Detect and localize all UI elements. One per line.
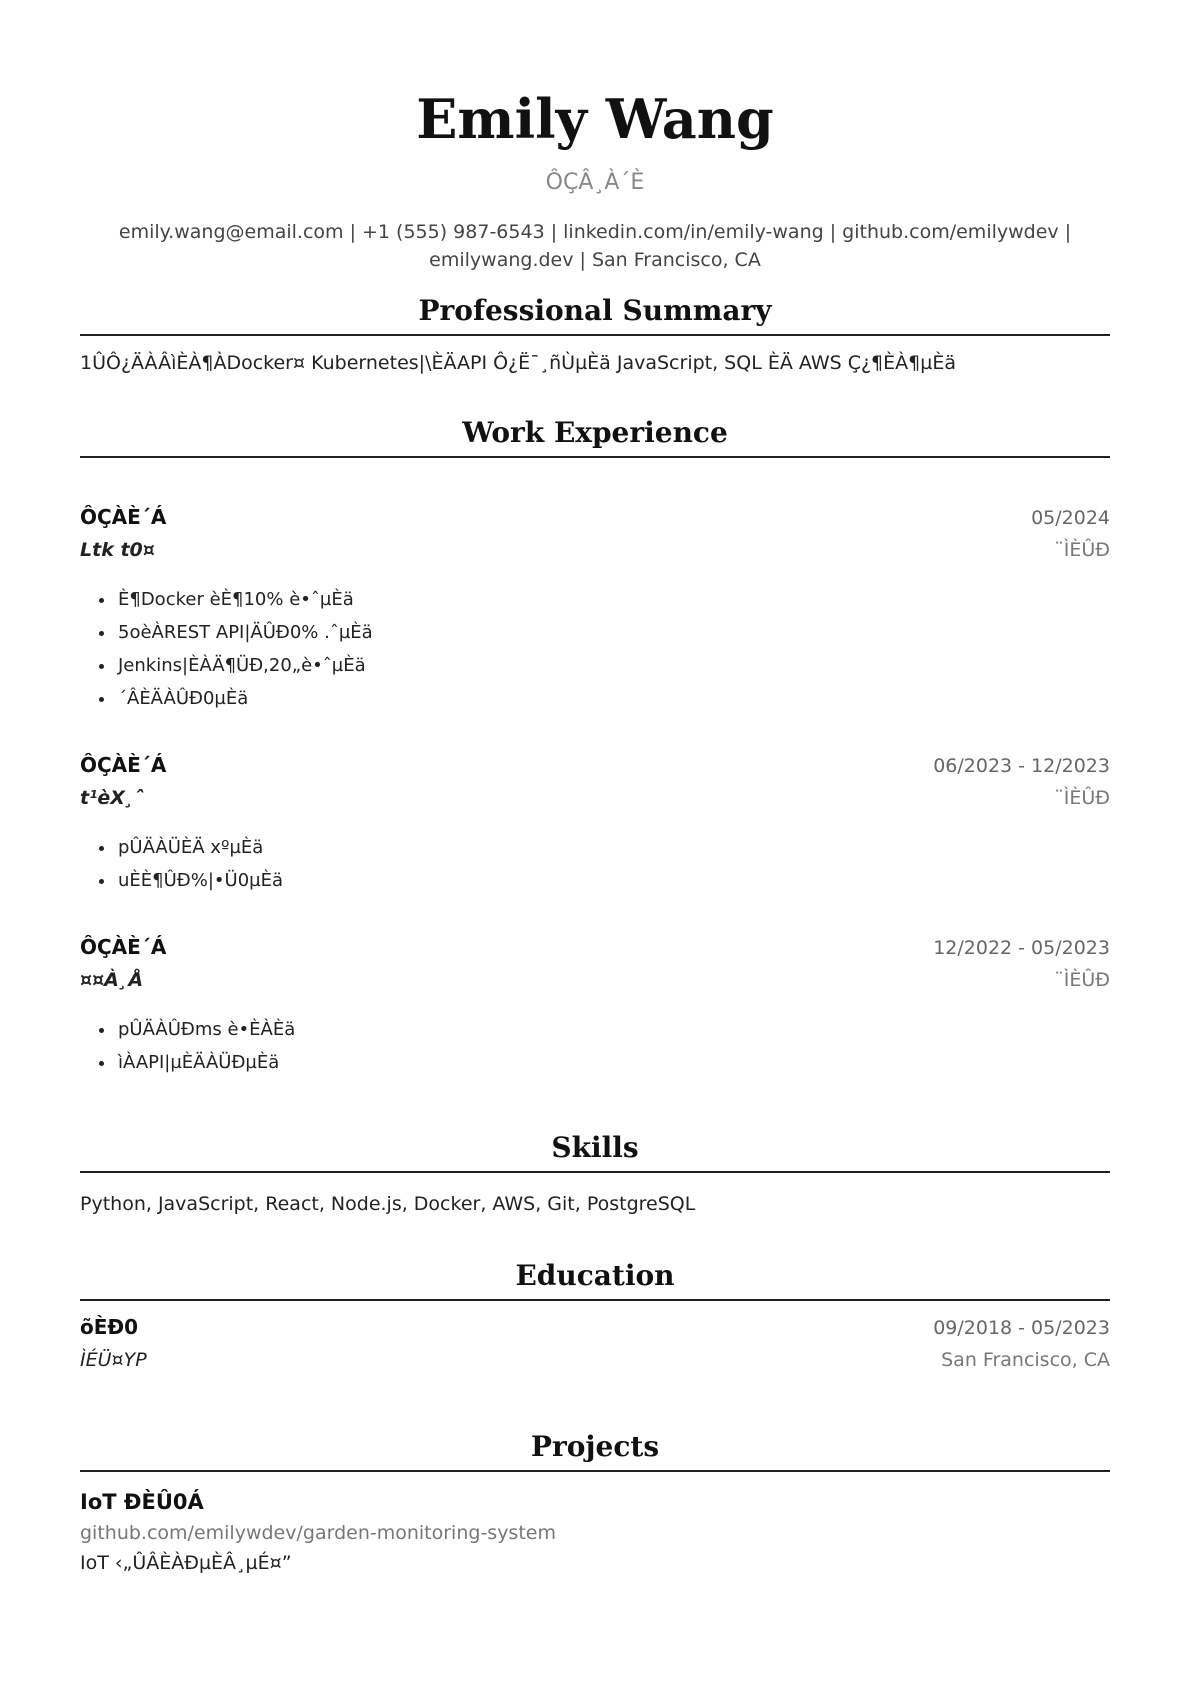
- bullet-item: • ´ÂÈÄÀÛÐ0µÈä: [116, 682, 1110, 715]
- education-heading: Education: [80, 1259, 1110, 1301]
- project-link[interactable]: github.com/emilywdev/garden-monitoring-system: [80, 1522, 556, 1544]
- company-name: Ltk t0¤: [80, 539, 155, 561]
- summary-text: 1ÛÔ¿ÄÀÂìÈÀ¶ÀDocker¤ Kubernetes|\ÈÄAPI Ô¿Ë¯¸ñÙµÈä JavaScript, SQL ÈÄ AWS Ç¿¶ÈÀ¶µÈä: [80, 352, 956, 374]
- job-title: ÔÇÀÈ´Á: [80, 935, 167, 959]
- job-bullets: [80, 1013, 1110, 1079]
- experience-heading: Work Experience: [80, 416, 1110, 458]
- education-location: San Francisco, CA: [941, 1349, 1110, 1371]
- job-location: ¨ÌÈÛÐ: [1054, 539, 1110, 561]
- bullet-item: • È¶Docker èÈ¶10% è•ˆµÈä: [116, 583, 1110, 616]
- job-date: 06/2023 - 12/2023: [933, 755, 1110, 777]
- job-title: ÔÇÀÈ´Á: [80, 505, 167, 529]
- job-title: ÔÇÀÈ´Á: [80, 753, 167, 777]
- degree-name: ÌÉÜ¤YP: [80, 1349, 147, 1371]
- job-bullets: [80, 583, 1110, 715]
- contact-line: emily.wang@email.com | +1 (555) 987-6543 | linkedin.com/in/emily-wang | github.com/emilywdev | emilywang.dev | San Francisco, CA: [118, 221, 1072, 271]
- job-bullets: [80, 831, 1110, 897]
- bullet-item: • pÛÄÀÜÈÄ xºµÈä: [116, 831, 1110, 864]
- skills-text: Python, JavaScript, React, Node.js, Docker, AWS, Git, PostgreSQL: [80, 1193, 696, 1215]
- education-entry: [80, 1315, 1110, 1383]
- candidate-name: Emily Wang: [416, 87, 774, 151]
- experience-entry: [80, 753, 1110, 897]
- experience-entry: [80, 505, 1110, 715]
- project-description: IoT ‹„ÛÂÈÀÐµÈÂ¸µÉ¤”: [80, 1552, 292, 1574]
- job-date: 12/2022 - 05/2023: [933, 937, 1110, 959]
- project-entry: [80, 1490, 1110, 1574]
- company-name: ¤¤À¸Å: [80, 969, 144, 991]
- bullet-item: • Jenkins|ÈÀÄ¶ÜÐ,20„è•ˆµÈä: [116, 649, 1110, 682]
- bullet-item: • uÈÈ¶ÛÐ%|•Ü0µÈä: [116, 864, 1110, 897]
- project-title: IoT ÐÈÛ0Á: [80, 1490, 204, 1514]
- projects-heading: Projects: [80, 1430, 1110, 1472]
- bullet-item: • pÛÄÀÛÐms è•ÈÀÈä: [116, 1013, 1110, 1046]
- school-name: õÈÐ0: [80, 1315, 139, 1339]
- company-name: t¹èX¸ˆ: [80, 787, 144, 809]
- bullet-item: • 5oèÀREST API|ÄÛÐ0% .ˆµÈä: [116, 616, 1110, 649]
- education-date: 09/2018 - 05/2023: [933, 1317, 1110, 1339]
- skills-heading: Skills: [80, 1131, 1110, 1173]
- job-date: 05/2024: [1031, 507, 1110, 529]
- candidate-subtitle: ÔÇÂ¸À´È: [545, 170, 645, 195]
- experience-entry: [80, 935, 1110, 1079]
- job-location: ¨ÌÈÛÐ: [1054, 969, 1110, 991]
- summary-heading: Professional Summary: [80, 294, 1110, 336]
- job-location: ¨ÌÈÛÐ: [1054, 787, 1110, 809]
- bullet-item: • ìÀAPI|µÈÄÀÜÐµÈä: [116, 1046, 1110, 1079]
